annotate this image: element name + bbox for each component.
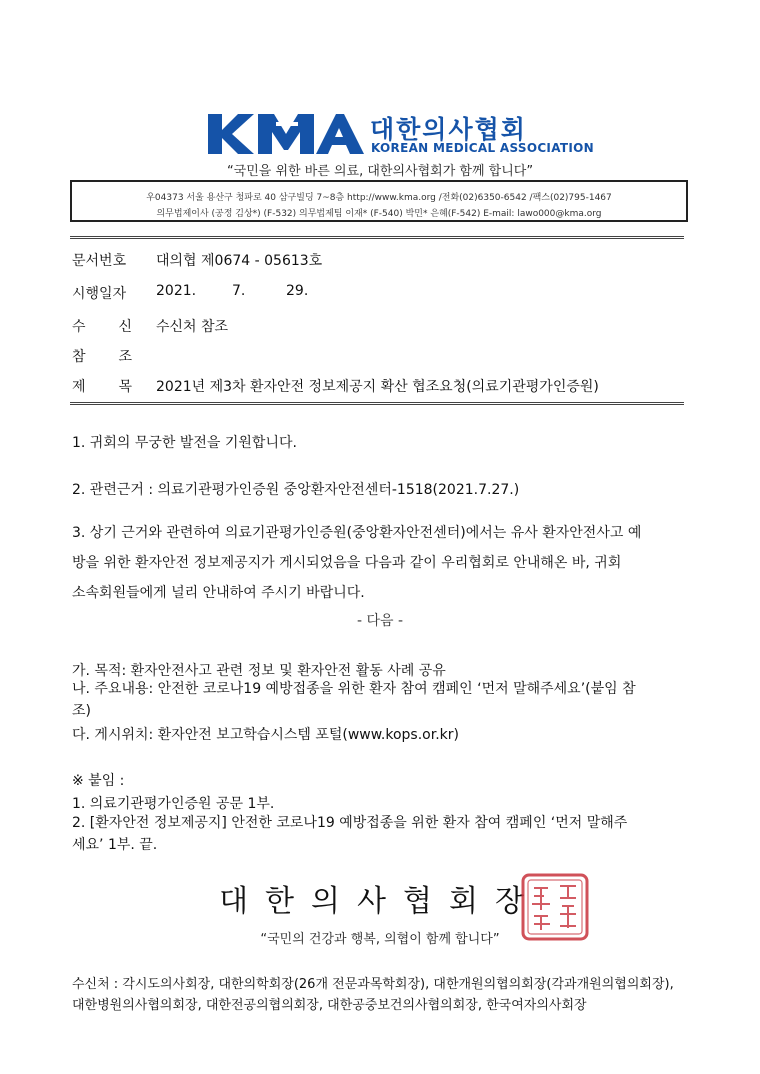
subject-label: 제 목 — [72, 379, 132, 395]
main-content-line-1: 나. 주요내용: 안전한 코로나19 예방접종을 위한 환자 참여 캠페인 ‘먼저 말해주세요’(붙임 참 — [72, 681, 636, 697]
attachments-label: ※ 붙임 : — [72, 773, 125, 789]
section-divider: - 다음 - — [356, 613, 404, 629]
purpose: 가. 목적: 환자안전사고 관련 정보 및 환자안전 활동 사례 공유 — [72, 663, 446, 679]
reference-label: 참 조 — [72, 349, 132, 365]
letterhead-slogan: “국민을 위한 바른 의료, 대한의사협회가 함께 합니다” — [226, 164, 534, 179]
address-box — [70, 180, 688, 222]
attachment-2-line-1: 2. [환자안전 정보제공지] 안전한 코로나19 예방접종을 위한 환자 참여 캠페인 ‘먼저 말해주 — [72, 815, 628, 831]
header-top-rule — [70, 236, 684, 239]
recipient-list — [72, 974, 702, 1016]
date-year: 2021. — [156, 283, 197, 299]
attachment-1: 1. 의료기관평가인증원 공문 1부. — [72, 796, 275, 812]
body-item-3 — [72, 518, 688, 608]
sender-title: 대한의사협회장 — [219, 884, 541, 919]
recipient: 수신처 참조 — [156, 319, 229, 335]
org-name-english: KOREAN MEDICAL ASSOCIATION — [371, 141, 594, 155]
body-item-1: 1. 귀회의 무궁한 발전을 기원합니다. — [72, 435, 297, 451]
body-item-3-line-2: 방을 위한 환자안전 정보제공지가 게시되었음을 다음과 같이 우리협회로 안내해온 바, 귀회 — [72, 555, 622, 571]
posting-location: 다. 게시위치: 환자안전 보고학습시스템 포털(www.kops.or.kr) — [72, 727, 459, 743]
date-label: 시행일자 — [72, 286, 127, 302]
subject: 2021년 제3차 환자안전 정보제공지 확산 협조요청(의료기관평가인증원) — [156, 379, 599, 395]
attachment-2 — [72, 812, 688, 856]
date-month: 7. — [232, 283, 246, 299]
recipient-list-line-2: 대한병원의사협의회장, 대한전공의협의회장, 대한공중보건의사협의회장, 한국여자의사회장 — [72, 998, 587, 1013]
address-line-1: 우04373 서울 용산구 청파로 40 삼구빌딩 7~8층 http://www.kma.org /전화(02)6350-6542 /팩스(02)795-1467 — [146, 193, 612, 203]
main-content — [72, 678, 688, 722]
body-item-3-line-3: 소속회원들에게 널리 안내하여 주시기 바랍니다. — [72, 585, 365, 601]
main-content-line-2: 조) — [72, 703, 91, 719]
attachment-2-line-2: 세요’ 1부. 끝. — [72, 837, 158, 853]
header-bottom-rule — [70, 402, 684, 405]
date-day: 29. — [286, 283, 309, 299]
address-line-2: 의무법제이사 (공정 김상*) (F-532) 의무법제팀 이재* (F-540) 박민* 은혜(F-542) E-mail: lawo000@kma.org — [156, 209, 602, 219]
org-name-korean: 대한의사협회 — [370, 115, 527, 144]
body-item-2: 2. 관련근거 : 의료기관평가인증원 중앙환자안전센터-1518(2021.7.27.) — [72, 482, 520, 498]
doc-number: 대의협 제0674 - 05613호 — [156, 253, 323, 269]
doc-number-label: 문서번호 — [72, 253, 127, 269]
body-item-3-line-1: 3. 상기 근거와 관련하여 의료기관평가인증원(중앙환자안전센터)에서는 유사 환자안전사고 예 — [72, 525, 642, 541]
signature-slogan: “국민의 건강과 행복, 의협이 함께 합니다” — [260, 932, 500, 947]
kma-logo — [208, 112, 364, 156]
recipient-list-line-1: 수신처 : 각시도의사회장, 대한의학회장(26개 전문과목학회장), 대한개원의협의회장(각과개원의협의회장), — [72, 977, 674, 992]
recipient-label: 수 신 — [72, 319, 132, 335]
